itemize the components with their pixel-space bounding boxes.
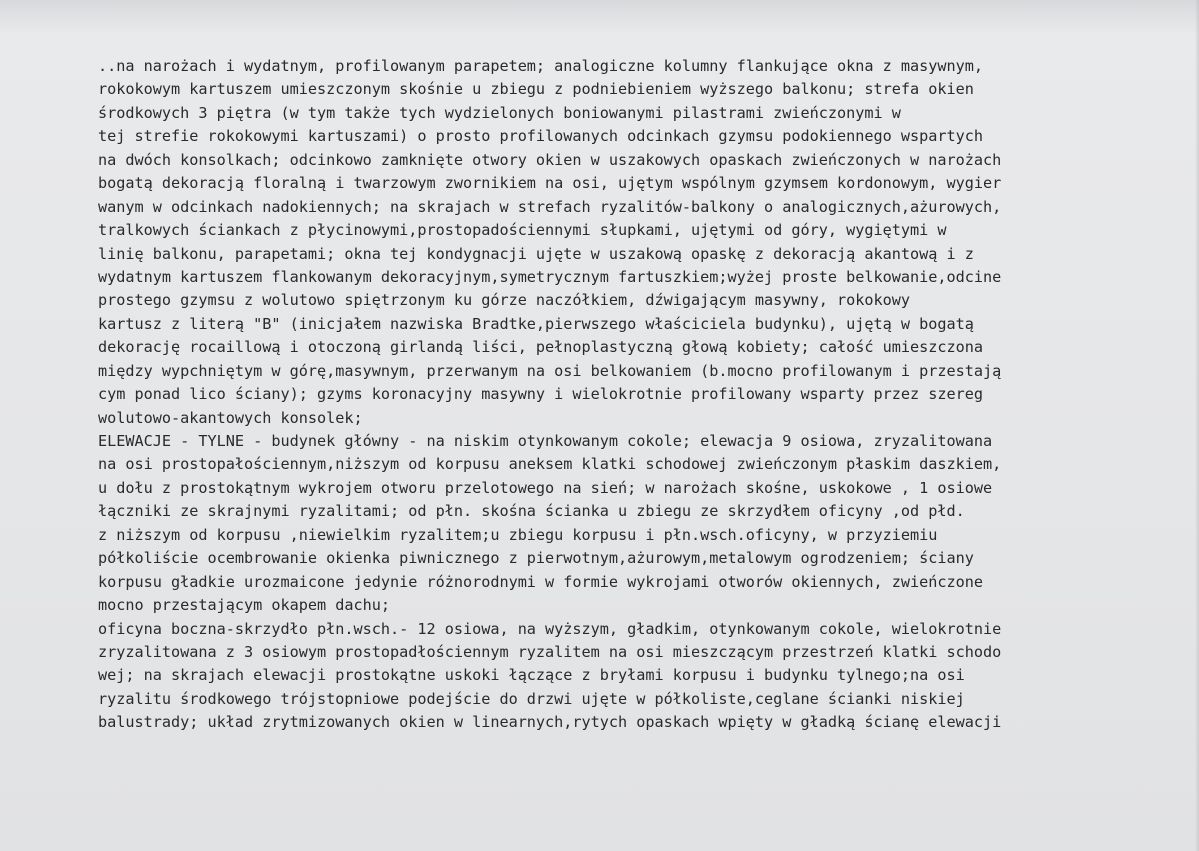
text-line: ryzalitu środkowego trójstopniowe podejście do drzwi ujęte w półkoliste,ceglane ścianki niskiej: [98, 689, 965, 708]
text-line: rokokowym kartuszem umieszczonym skośnie u zbiegu z podniebieniem wyższego balkonu; strefa okien: [98, 80, 974, 99]
text-line: między wypchniętym w górę,masywnym, przerwanym na osi belkowaniem (b.mocno profilowanym i przestają: [98, 361, 1002, 380]
text-line: balustrady; układ zrytmizowanych okien w linearnych,rytych opaskach wpięty w gładką ścianę elewacji: [98, 713, 1002, 732]
text-line: zryzalitowana z 3 osiowym prostopadłościennym ryzalitem na osi mieszczącym przestrzeń klatki schodo: [98, 642, 1002, 661]
text-line: tej strefie rokokowymi kartuszami) o prosto profilowanych odcinkach gzymsu podokiennego wspartych: [98, 127, 983, 146]
text-line: łączniki ze skrajnymi ryzalitami; od płn. skośna ścianka u zbiegu ze skrzydłem oficyny ,od płd.: [98, 502, 965, 521]
section-heading-line: ELEWACJE - TYLNE - budynek główny - na niskim otynkowanym cokole; elewacja 9 osiowa, zryzalitowana: [98, 432, 993, 450]
text-line: korpusu gładkie urozmaicone jedynie różnorodnymi w formie wykrojami otworów okiennych, zwieńczone: [98, 572, 983, 591]
typewritten-text-block: [98, 55, 1178, 735]
text-line: u dołu z prostokątnym wykrojem otworu przelotowego na sień; w narożach skośne, uskokowe , 1 osiowe: [98, 478, 993, 497]
text-line: linię balkonu, parapetami; okna tej kondygnacji ujęte w uszakową opaskę z dekoracją akantową i z: [98, 244, 974, 263]
text-line: wydatnym kartuszem flankowanym dekoracyjnym,symetrycznym fartuszkiem;wyżej proste belkowanie,odcine: [98, 267, 1002, 286]
text-line: wej; na skrajach elewacji prostokątne uskoki łączące z bryłami korpusu i budynku tylnego;na osi: [98, 666, 965, 685]
text-line: półkoliście ocembrowanie okienka piwnicznego z pierwotnym,ażurowym,metalowym ogrodzeniem; ściany: [98, 549, 974, 568]
text-line: dekorację rocaillową i otoczoną girlandą liści, pełnoplastyczną głową kobiety; całość umieszczona: [98, 338, 983, 357]
text-line: bogatą dekoracją floralną i twarzowym zwornikiem na osi, ujętym wspólnym gzymsem kordonowym, wygier: [98, 174, 1002, 193]
text-line: wolutowo-akantowych konsolek;: [98, 408, 363, 427]
text-line: mocno przestającym okapem dachu;: [98, 596, 390, 615]
text-line: cym ponad lico ściany); gzyms koronacyjny masywny i wielokrotnie profilowany wsparty przez szereg: [98, 385, 983, 404]
text-line: środkowych 3 piętra (w tym także tych wydzielonych boniowanymi pilastrami zwieńczonymi w: [98, 103, 901, 122]
scan-top-shadow: [0, 0, 1199, 34]
scan-right-edge: [1195, 0, 1199, 851]
text-line: oficyna boczna-skrzydło płn.wsch.- 12 osiowa, na wyższym, gładkim, otynkowanym cokole, wielokrotnie: [98, 619, 1002, 638]
text-line: wanym w odcinkach nadokiennych; na skrajach w strefach ryzalitów-balkony o analogicznych,ażurowych,: [98, 197, 1002, 216]
text-line: tralkowych ściankach z płycinowymi,prostopadościennymi słupkami, ujętymi od góry, wygiętymi w: [98, 221, 947, 240]
text-line: prostego gzymsu z wolutowo spiętrzonym ku górze naczółkiem, dźwigającym masywny, rokokowy: [98, 291, 911, 310]
text-line: z niższym od korpusu ,niewielkim ryzalitem;u zbiegu korpusu i płn.wsch.oficyny, w przyziemiu: [98, 525, 938, 544]
text-line: na osi prostopałościennym,niższym od korpusu aneksem klatki schodowej zwieńczonym płaskim daszkiem,: [98, 455, 1002, 474]
text-line: na dwóch konsolkach; odcinkowo zamknięte otwory okien w uszakowych opaskach zwieńczonych w narożach: [98, 150, 1002, 169]
text-line: kartusz z literą "B" (inicjałem nazwiska Bradtke,pierwszego właściciela budynku), ujętą w bogatą: [98, 314, 974, 333]
text-line: ..na narożach i wydatnym, profilowanym parapetem; analogiczne kolumny flankujące okna z masywnym,: [98, 57, 983, 75]
